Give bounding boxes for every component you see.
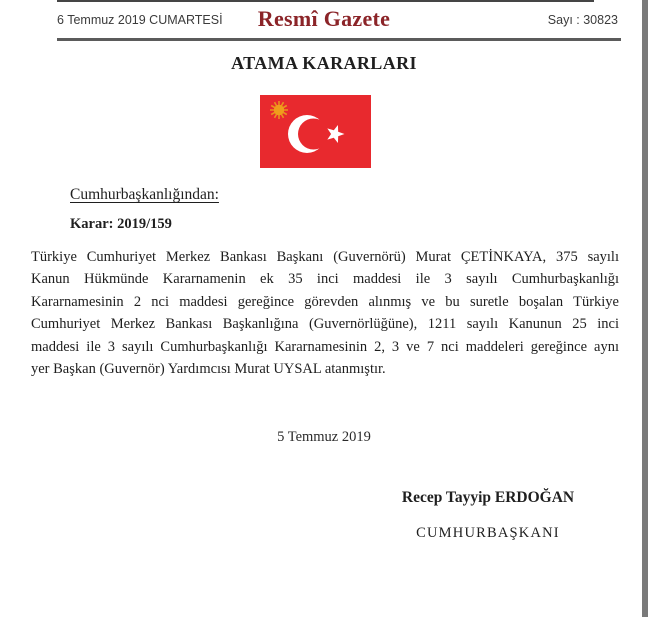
decree-body bbox=[31, 246, 619, 380]
section-title: ATAMA KARARLARI bbox=[231, 53, 417, 73]
masthead-divider bbox=[57, 38, 621, 41]
window-right-edge bbox=[642, 0, 648, 617]
masthead-issue-number: Sayı : 30823 bbox=[547, 13, 618, 27]
signature-block bbox=[357, 489, 619, 542]
decree-body-line: yer Başkan (Guvernör) Yardımcısı Murat UYSAL atanmıştır. bbox=[31, 361, 386, 378]
decree-body-line: Kanun Hükmünde Kararnamenin ek 35 inci maddesi ile 3 sayılı Cumhurbaşkanlığı bbox=[31, 271, 619, 288]
masthead-title: Resmî Gazete bbox=[257, 6, 391, 31]
decree-body-line: Kararnamesinin 2 nci maddesi gereğince görevden alınmış ve bu suretle boşalan Türkiye bbox=[31, 293, 619, 310]
signatory-title: CUMHURBAŞKANI bbox=[416, 525, 560, 541]
decision-number: Karar: 2019/159 bbox=[70, 216, 172, 232]
signatory-name: Recep Tayyip ERDOĞAN bbox=[401, 489, 575, 506]
turkish-flag-image bbox=[260, 95, 371, 168]
decree-date: 5 Temmuz 2019 bbox=[277, 429, 371, 445]
decree-body-line: Türkiye Cumhuriyet Merkez Bankası Başkanı (Guvernörü) Murat ÇETİNKAYA, 375 sayılı bbox=[31, 249, 619, 265]
masthead-date: 6 Temmuz 2019 CUMARTESİ bbox=[57, 13, 223, 27]
turkish-flag-icon bbox=[260, 95, 371, 168]
decree-body-line: maddesi ile 3 sayılı Cumhurbaşkanlığı Kararnamesinin 2, 3 ve 7 nci maddeleri gereğince aynı bbox=[31, 338, 619, 355]
issuing-authority: Cumhurbaşkanlığından: bbox=[70, 186, 219, 203]
window-top-edge bbox=[57, 0, 594, 2]
decree-body-line: Cumhuriyet Merkez Bankası Başkanlığına (Guvernörlüğüne), 1211 sayılı Kanunun 25 inci bbox=[31, 316, 619, 333]
